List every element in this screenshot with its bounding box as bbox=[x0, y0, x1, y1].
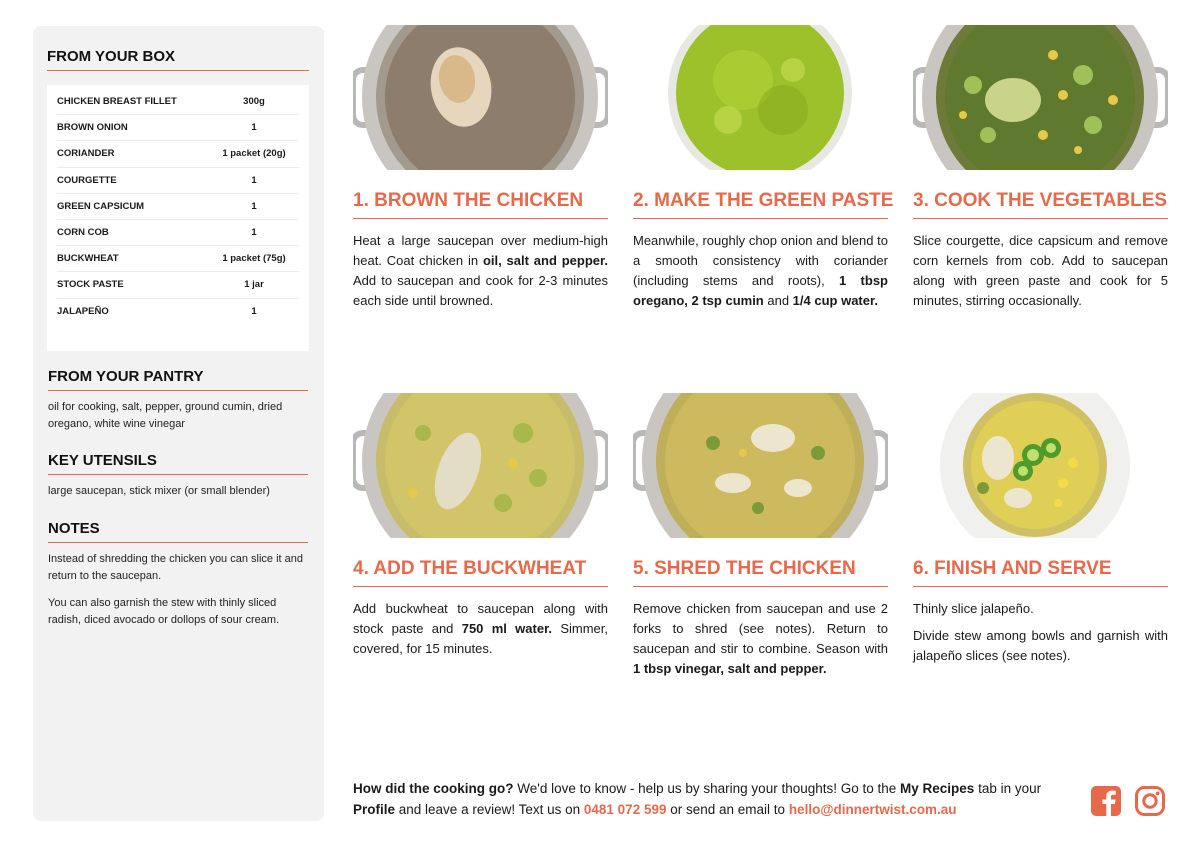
ingredient-name: CHICKEN BREAST FILLET bbox=[57, 96, 177, 108]
step-5-photo-shredded-chicken bbox=[633, 393, 888, 538]
step-6-text: Thinly slice jalapeño. Divide stew among bowls and garnish with jalapeño slices (see notes). bbox=[913, 601, 1168, 663]
note-paragraph: Instead of shredding the chicken you can slice it and return to the saucepan. bbox=[48, 553, 303, 582]
ingredient-qty: 1 bbox=[251, 227, 257, 239]
step-3 bbox=[913, 25, 1168, 311]
ingredient-row bbox=[57, 89, 299, 115]
facebook-icon[interactable] bbox=[1090, 785, 1122, 817]
step-4-photo-buckwheat-stew bbox=[353, 393, 608, 538]
phone-link[interactable]: 0481 072 599 bbox=[583, 802, 667, 817]
ingredient-name: BROWN ONION bbox=[57, 122, 128, 134]
step-3-title: 3. COOK THE VEGETABLES bbox=[913, 190, 1168, 219]
step-1-photo-saucepan-chicken bbox=[353, 25, 608, 170]
ingredient-row bbox=[57, 194, 299, 220]
feedback-footer: How did the cooking go? We'd love to know - help us by sharing your thoughts! Go to the My Recipes tab in your Profile and leave a review! Text us on 0481 072 599 or send an email to hello@dinnertwist.com.au bbox=[353, 781, 1042, 817]
step-4 bbox=[353, 393, 608, 659]
email-link[interactable]: hello@dinnertwist.com.au bbox=[788, 802, 957, 817]
sidebar bbox=[33, 26, 324, 821]
step-5 bbox=[633, 393, 888, 679]
ingredient-row bbox=[57, 299, 299, 325]
ingredient-qty: 300g bbox=[243, 96, 265, 108]
step-1-text: Heat a large saucepan over medium-high heat. Coat chicken in oil, salt and pepper. Add to saucepan and cook for 2-3 minutes each side until browned. bbox=[353, 233, 608, 308]
ingredient-name: CORIANDER bbox=[57, 148, 115, 160]
ingredient-row bbox=[57, 115, 299, 141]
notes-text bbox=[48, 551, 308, 629]
step-4-title: 4. ADD THE BUCKWHEAT bbox=[353, 558, 608, 587]
ingredient-row bbox=[57, 220, 299, 246]
utensils-text: large saucepan, stick mixer (or small blender) bbox=[48, 485, 270, 497]
ingredient-qty: 1 packet (20g) bbox=[222, 148, 286, 160]
key-utensils-heading: KEY UTENSILS bbox=[48, 452, 308, 475]
note-paragraph: You can also garnish the stew with thinly sliced radish, diced avocado or dollops of sour cream. bbox=[48, 597, 280, 626]
ingredient-name: JALAPEÑO bbox=[57, 306, 109, 318]
step-6-photo-served-bowl bbox=[913, 393, 1168, 538]
notes-heading: NOTES bbox=[48, 520, 308, 543]
ingredient-qty: 1 packet (75g) bbox=[222, 253, 286, 265]
step-6 bbox=[913, 393, 1168, 666]
ingredient-qty: 1 bbox=[251, 306, 257, 318]
step-4-text: Add buckwheat to saucepan along with stock paste and 750 ml water. Simmer, covered, for 15 minutes. bbox=[353, 601, 608, 656]
ingredients-table bbox=[47, 85, 309, 351]
from-your-box-heading: FROM YOUR BOX bbox=[47, 48, 309, 71]
step-3-photo-vegetables-saucepan bbox=[913, 25, 1168, 170]
ingredient-name: CORN COB bbox=[57, 227, 109, 239]
pantry-utensils-notes bbox=[48, 368, 308, 629]
instagram-icon[interactable] bbox=[1134, 785, 1166, 817]
ingredient-row bbox=[57, 246, 299, 272]
step-2-title: 2. MAKE THE GREEN PASTE bbox=[633, 190, 888, 219]
from-your-box-section bbox=[47, 48, 309, 351]
ingredient-name: BUCKWHEAT bbox=[57, 253, 119, 265]
step-1-title: 1. BROWN THE CHICKEN bbox=[353, 190, 608, 219]
step-2 bbox=[633, 25, 894, 311]
from-your-pantry-heading: FROM YOUR PANTRY bbox=[48, 368, 308, 391]
ingredient-qty: 1 jar bbox=[244, 279, 264, 291]
ingredient-name: GREEN CAPSICUM bbox=[57, 200, 145, 212]
step-2-text: Meanwhile, roughly chop onion and blend to a smooth consistency with coriander (including stems and roots), 1 tbsp oregano, 2 tsp cumin and 1/4 cup water. bbox=[633, 233, 888, 308]
ingredient-qty: 1 bbox=[251, 174, 257, 186]
ingredient-row bbox=[57, 272, 299, 298]
ingredient-row bbox=[57, 168, 299, 194]
pantry-text: oil for cooking, salt, pepper, ground cumin, dried oregano, white wine vinegar bbox=[48, 401, 283, 430]
ingredient-name: COURGETTE bbox=[57, 174, 117, 186]
step-6-title: 6. FINISH AND SERVE bbox=[913, 558, 1168, 587]
ingredient-row bbox=[57, 141, 299, 167]
ingredient-qty: 1 bbox=[251, 122, 257, 134]
ingredient-name: STOCK PASTE bbox=[57, 279, 124, 291]
ingredient-qty: 1 bbox=[251, 200, 257, 212]
step-5-title: 5. SHRED THE CHICKEN bbox=[633, 558, 888, 587]
step-3-text: Slice courgette, dice capsicum and remove corn kernels from cob. Add to saucepan along with green paste and cook for 5 minutes, stirring occasionally. bbox=[913, 233, 1168, 308]
step-1 bbox=[353, 25, 608, 311]
step-5-text: Remove chicken from saucepan and use 2 forks to shred (see notes). Return to saucepan and stir to combine. Season with 1 tbsp vinegar, salt and pepper. bbox=[633, 601, 888, 676]
step-2-photo-green-paste bbox=[633, 25, 888, 170]
